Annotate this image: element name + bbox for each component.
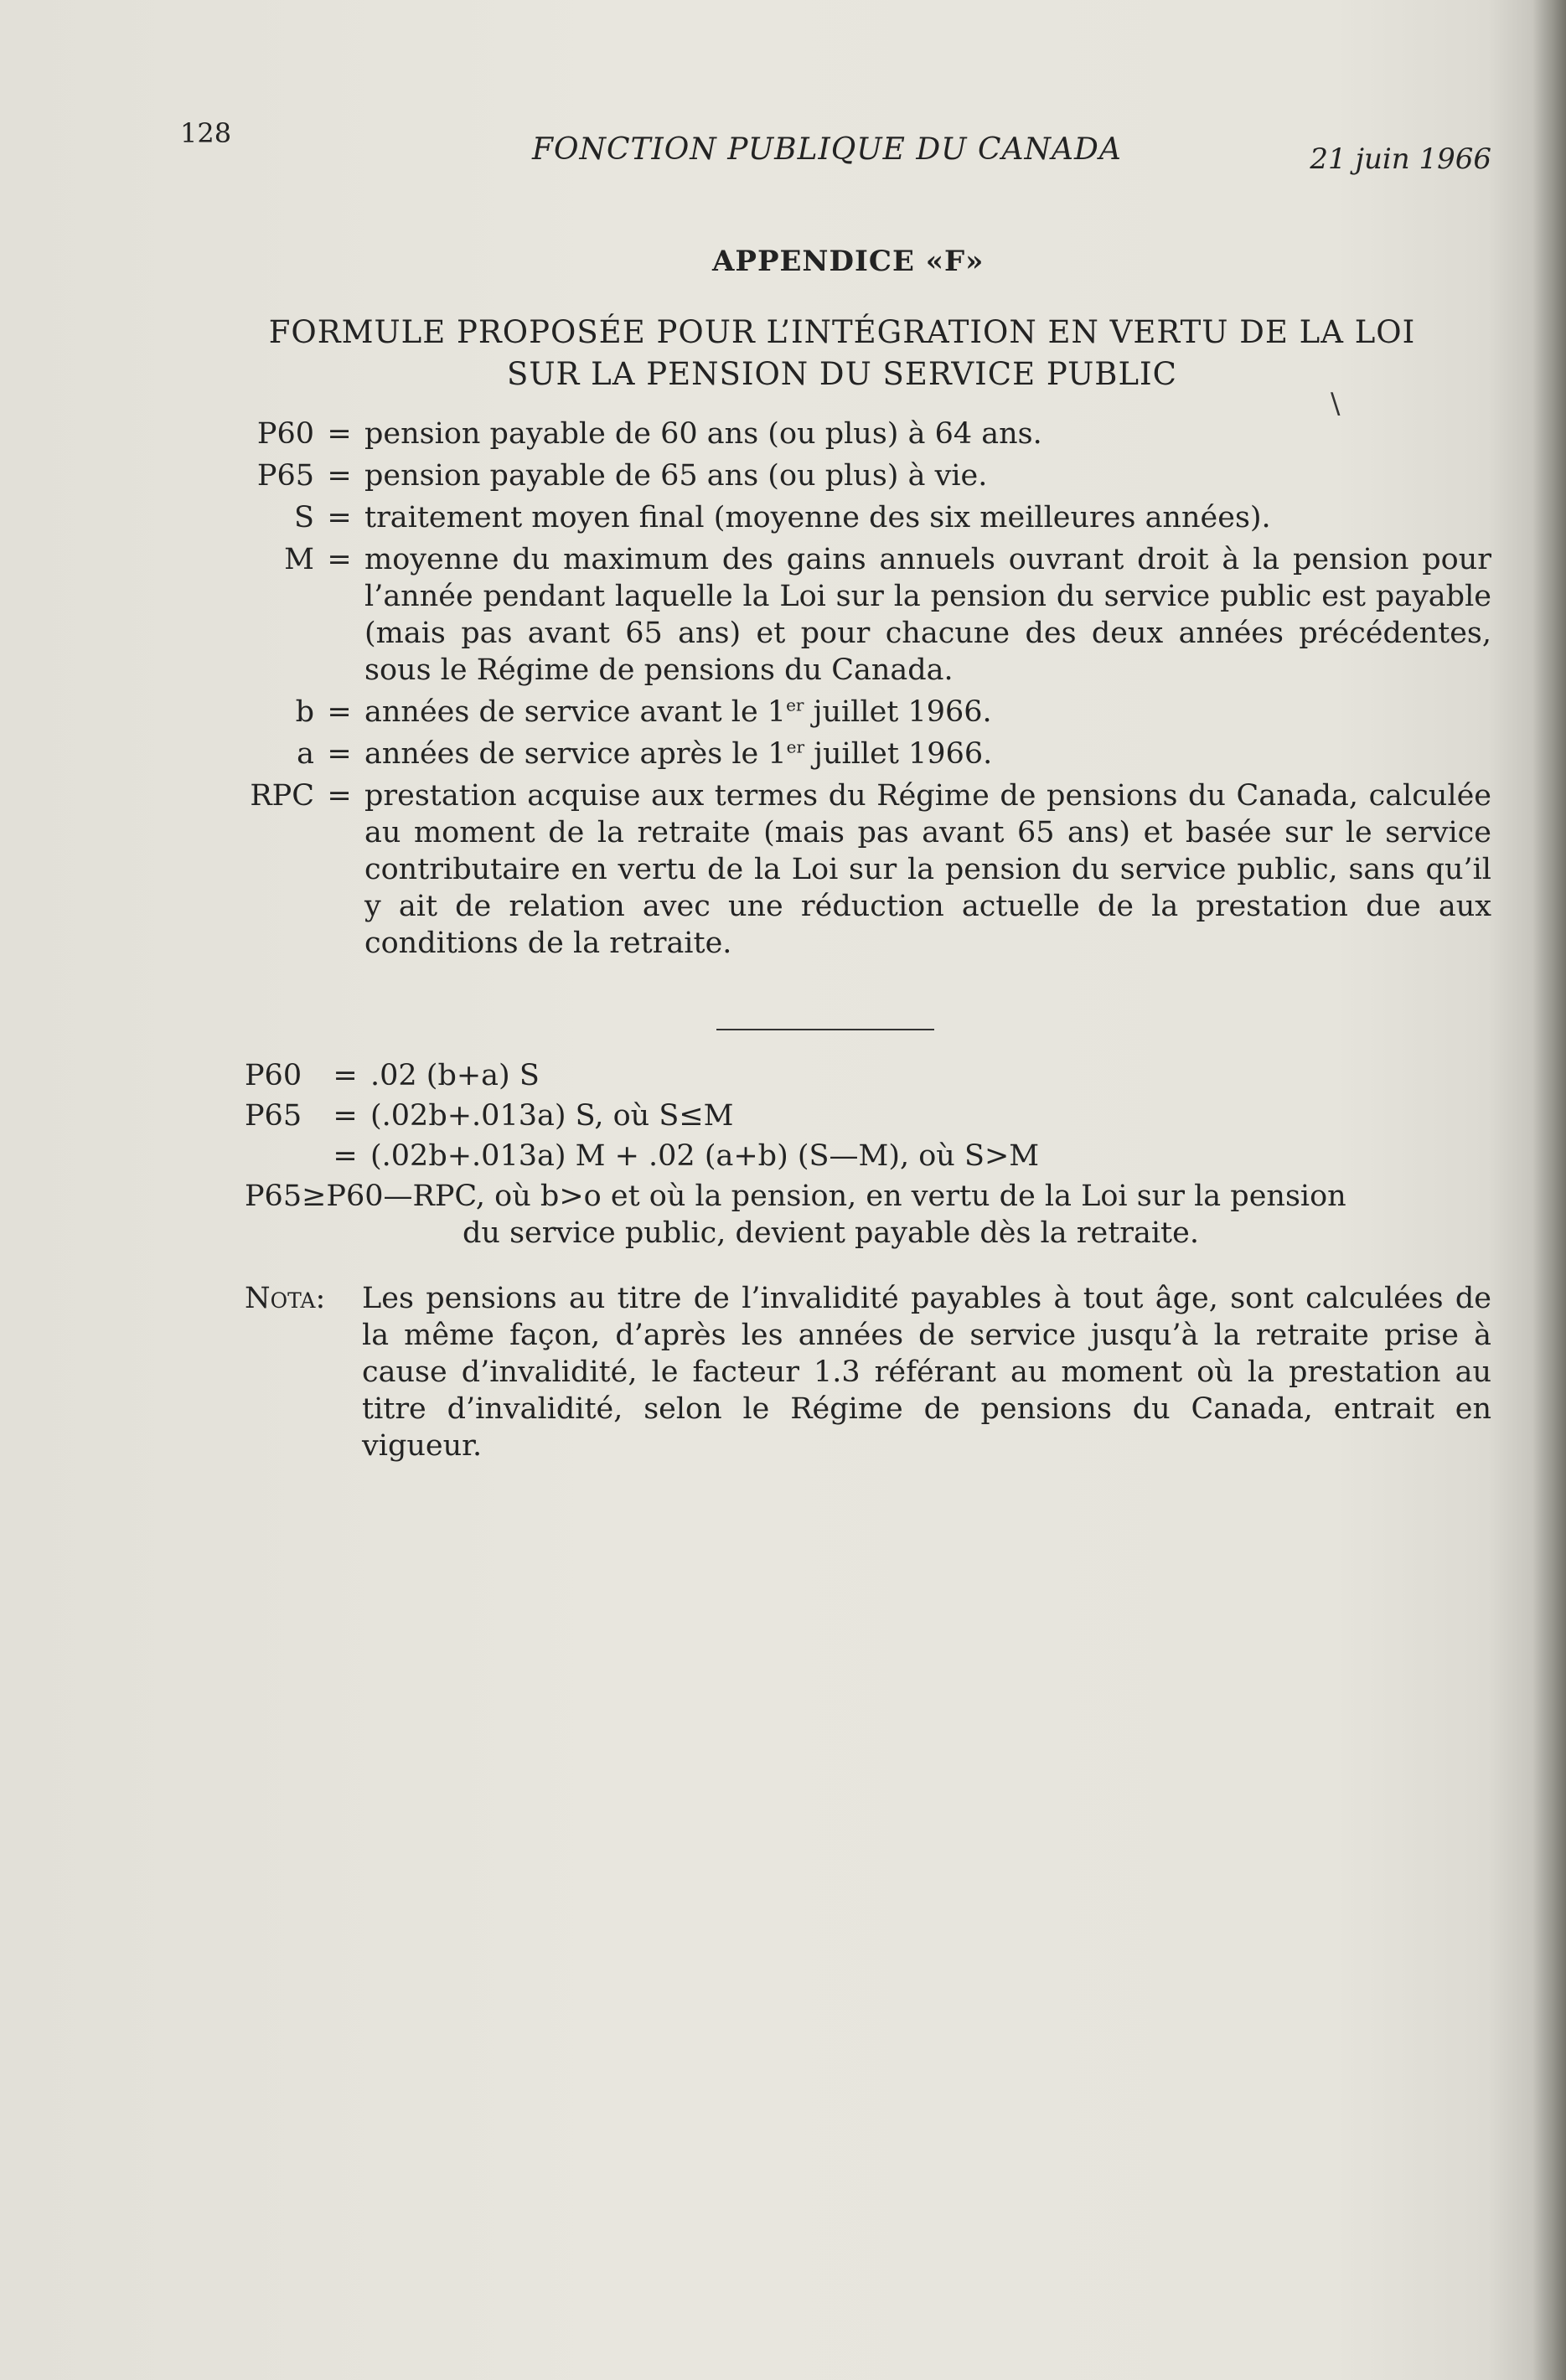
nota-label: Nota: (245, 1282, 326, 1315)
formula-row (245, 1057, 1493, 1094)
formula-inequality-line-1: P65≥P60—RPC, où b>o et où la pension, en vertu de la Loi sur la pension (245, 1180, 1346, 1213)
stray-pen-mark: \ (1331, 387, 1341, 421)
section-divider (716, 1029, 934, 1030)
formulas-block (245, 1057, 1493, 1255)
definition-text: traitement moyen final (moyenne des six meilleures années). (364, 501, 1271, 534)
main-title (197, 312, 1487, 395)
definition-text (364, 736, 1491, 772)
running-title: FONCTION PUBLIQUE DU CANADA (532, 132, 1122, 167)
ordinal-superscript: er (786, 694, 804, 715)
definition-symbol: a (297, 737, 314, 771)
formula-inequality-line-2: du service public, devient payable dès la retraite. (463, 1216, 1199, 1250)
header-date: 21 juin 1966 (1310, 142, 1491, 176)
page-number: 128 (180, 117, 232, 149)
definition-row (226, 736, 1491, 772)
equals-sign: = (333, 1059, 358, 1092)
definition-text-after: juillet 1966. (804, 737, 993, 771)
main-title-line-2: SUR LA PENSION DU SERVICE PUBLIC (507, 356, 1177, 392)
formula-row (245, 1138, 1493, 1175)
definition-symbol: M (284, 543, 314, 576)
equals-sign: = (327, 501, 352, 534)
definition-text-before: années de service après le 1 (364, 737, 787, 771)
equals-sign: = (333, 1139, 358, 1173)
definition-row (226, 416, 1491, 452)
definition-row (226, 541, 1491, 689)
definition-text: pension payable de 60 ans (ou plus) à 64 ans. (364, 417, 1042, 451)
definition-row (226, 499, 1491, 536)
equals-sign: = (327, 543, 352, 576)
main-title-line-1: FORMULE PROPOSÉE POUR L’INTÉGRATION EN VERTU DE LA LOI (268, 314, 1416, 350)
equals-sign: = (333, 1099, 358, 1133)
formula-rhs: .02 (b+a) S (370, 1059, 540, 1092)
definition-symbol: S (294, 501, 314, 534)
equals-sign: = (327, 737, 352, 771)
appendix-title: APPENDICE «F» (712, 245, 985, 278)
definition-text: moyenne du maximum des gains annuels ouvrant droit à la pension pour l’année pendant laquelle la Loi sur la pension du service public est payable (mais pas avant 65 ans) et pour chacune des deux années précédentes, sous le Régime de pensions du Canada. (364, 543, 1491, 687)
equals-sign: = (327, 695, 352, 729)
definition-text (364, 694, 1491, 731)
definition-text-after: juillet 1966. (804, 695, 992, 729)
definition-symbol: P60 (256, 417, 314, 451)
formula-lhs: P65 (245, 1099, 302, 1133)
equals-sign: = (327, 459, 352, 493)
formula-rhs: (.02b+.013a) S, où S≤M (370, 1099, 734, 1133)
definition-symbol: P65 (256, 459, 314, 493)
definition-text: prestation acquise aux termes du Régime de pensions du Canada, calculée au moment de la retraite (mais pas avant 65 ans) et basée sur le service contributaire en vertu de la Loi sur la pension du service public, sans qu’il y ait de relation avec une réduction actuelle de la prestation due aux conditions de la retraite. (364, 779, 1491, 960)
page-edge-shadow (1532, 0, 1566, 2380)
nota-block (245, 1280, 1491, 1464)
formula-inequality (245, 1178, 1493, 1252)
formula-lhs: P60 (245, 1059, 302, 1092)
definition-row (226, 457, 1491, 494)
definitions-list (226, 416, 1491, 967)
ordinal-superscript: er (786, 736, 805, 757)
definition-symbol: RPC (250, 779, 314, 813)
definition-text-before: années de service avant le 1 (364, 695, 787, 729)
nota-text: Les pensions au titre de l’invalidité payables à tout âge, sont calculées de la même façon, d’après les années de service jusqu’à la retraite prise à cause d’invalidité, le facteur 1.3 référant au moment où la prestation au titre d’invalidité, selon le Régime de pensions du Canada, entrait en vigueur. (362, 1282, 1491, 1463)
definition-symbol: b (295, 695, 314, 729)
formula-row (245, 1097, 1493, 1134)
definition-text: pension payable de 65 ans (ou plus) à vie. (364, 459, 988, 493)
equals-sign: = (327, 779, 352, 813)
definition-row (226, 694, 1491, 731)
definition-row (226, 777, 1491, 962)
formula-rhs: (.02b+.013a) M + .02 (a+b) (S—M), où S>M (370, 1139, 1040, 1173)
page-header (180, 117, 1491, 176)
equals-sign: = (327, 417, 352, 451)
